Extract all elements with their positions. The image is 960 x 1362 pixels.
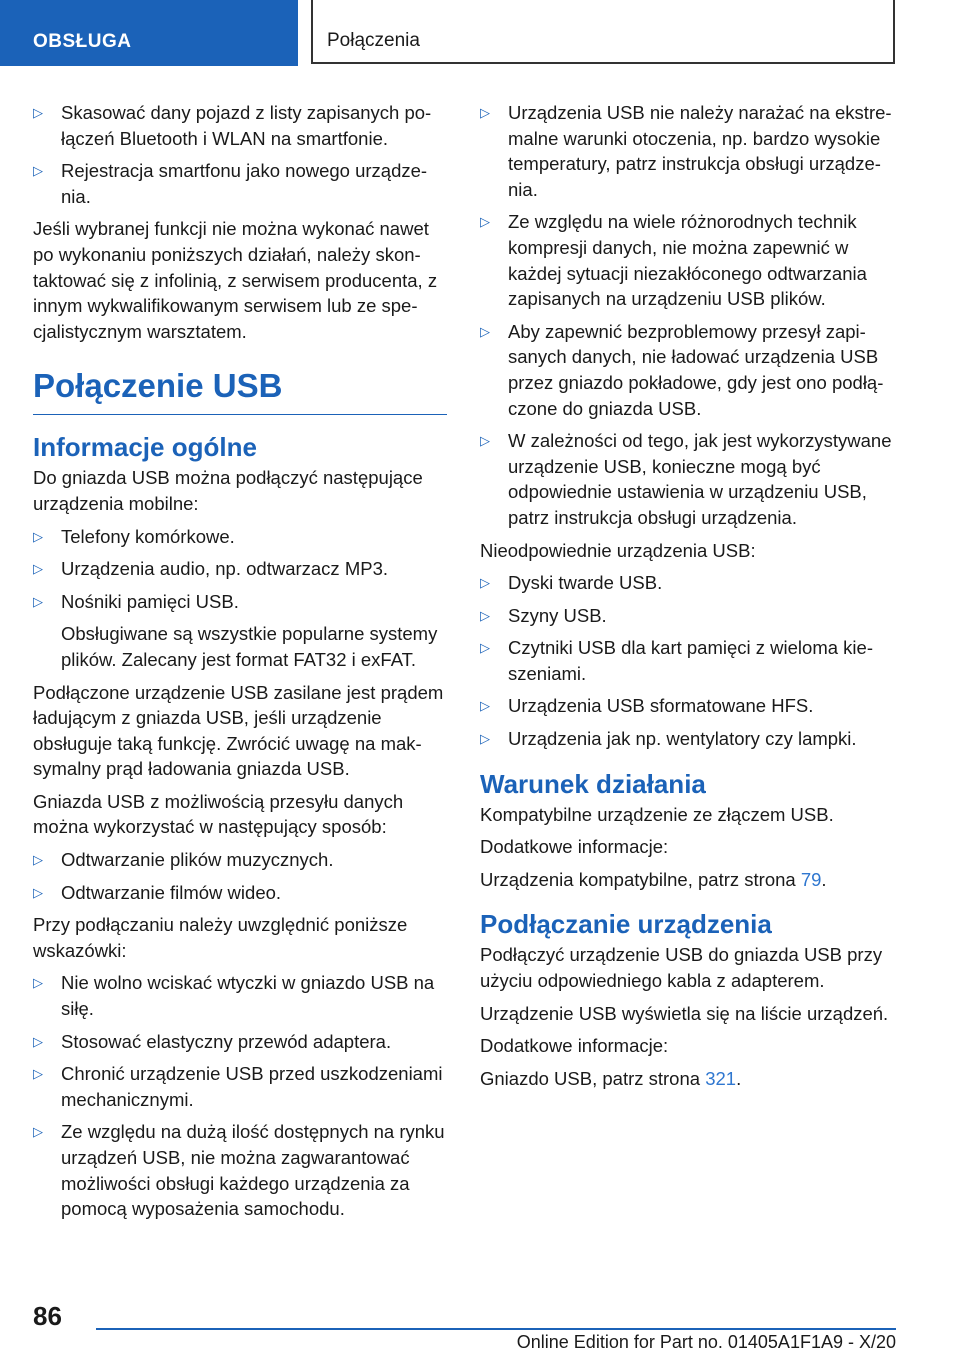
page-link-79[interactable]: 79 <box>800 868 822 890</box>
triangle-bullet-icon: ▷ <box>33 1124 43 1140</box>
list-item: ▷ Urządzenia USB sformatowane HFS. <box>480 693 896 719</box>
charging-paragraph: Podłączone urządzenie USB zasilane jest prądem ładującym z gniazda USB, jeśli urządzenie obsługuje taką funkcję. Zwrócić uwagę na maksymalny prąd ładowania gniazda USB. <box>33 681 444 780</box>
transfer-paragraph: Gniazda USB z możliwością przesyłu danych można wykorzystać w następujący sposób: <box>33 790 404 838</box>
list-item: ▷ Aby zapewnić bezproblemowy przesył zapisanych danych, nie ładować urządzenia USB przez gniazdo pokładowe, gdy jest ono podłączone do gniazda USB. <box>480 320 884 419</box>
notes-list <box>33 970 447 1221</box>
triangle-bullet-icon: ▷ <box>480 105 490 120</box>
triangle-bullet-icon: ▷ <box>480 607 490 623</box>
list-item: ▷ Urządzenia jak np. wentylatory czy lampki. <box>480 726 896 752</box>
condition-more-info: Dodatkowe informacje: <box>480 836 669 858</box>
notes-paragraph: Przy podłączaniu należy uwzględnić poniższe wskazówki: <box>33 914 408 961</box>
connect-paragraph: Podłączyć urządzenie USB do gniazda USB przy użyciu odpowiedniego kabla z adapterem. <box>480 944 883 992</box>
list-item: ▷ W zależności od tego, jak jest wykorzystywane urządzenie USB, konieczne mogą być odpowiednie ustawienia w urządzeniu USB, patrz instrukcja obsługi urządzenia. <box>480 430 892 528</box>
list-item: ▷ Szyny USB. <box>480 603 896 629</box>
list-item: ▷ Czytniki USB dla kart pamięci z wieloma kieszeniami. <box>480 637 873 684</box>
triangle-bullet-icon: ▷ <box>480 575 490 591</box>
devices-list <box>33 524 447 615</box>
list-item: ▷ Urządzenia USB nie należy narażać na ekstremalne warunki otoczenia, np. bardzo wysokie temperatury, patrz instrukcja obsługi urządzenia. <box>480 102 892 200</box>
triangle-bullet-icon: ▷ <box>33 163 43 179</box>
list-item: ▷ Chronić urządzenie USB przed uszkodzeniami mechanicznymi. <box>33 1063 443 1110</box>
triangle-bullet-icon: ▷ <box>33 593 43 609</box>
triangle-bullet-icon: ▷ <box>480 640 490 656</box>
left-column <box>33 100 447 1229</box>
triangle-bullet-icon: ▷ <box>33 1066 43 1082</box>
unsuitable-list <box>480 570 896 752</box>
header-section-title: OBSŁUGA <box>33 31 132 52</box>
triangle-bullet-icon: ▷ <box>480 731 490 747</box>
subheading-general-info: Informacje ogólne <box>33 432 257 463</box>
general-paragraph: Do gniazda USB można podłączyć następujące urządzenia mobilne: <box>33 467 423 514</box>
list-item: ▷ Dyski twarde USB. <box>480 570 896 596</box>
connect-paragraph-2: Urządzenie USB wyświetla się na liście urządzeń. <box>480 1002 889 1024</box>
triangle-bullet-icon: ▷ <box>33 884 43 900</box>
list-item: ▷ Telefony komórkowe. <box>33 524 447 550</box>
list-item: ▷ Ze względu na dużą ilość dostępnych na rynku urządzeń USB, nie można zagwarantować możliwości obsługi każdego urządzenia za pomocą wyposażenia samochodu. <box>33 1121 445 1220</box>
list-item: ▷ Ze względu na wiele różnorodnych technik kompresji danych, nie można zapewnić w każdej sytuacji niezakłóconego odtwarzania zapisanych na urządzeniu USB plików. <box>480 211 867 310</box>
list-item: ▷ Nie wolno wciskać wtyczki w gniazdo USB na siłę. <box>33 972 435 1020</box>
triangle-bullet-icon: ▷ <box>480 698 490 714</box>
triangle-bullet-icon: ▷ <box>33 561 43 577</box>
footer-divider <box>96 1328 896 1330</box>
section-heading-usb: Połączenie USB <box>33 366 447 415</box>
header-chapter-box <box>311 0 895 64</box>
triangle-bullet-icon: ▷ <box>33 1033 43 1049</box>
filesystem-note: Obsługiwane są wszystkie popularne systemy plików. Zalecany jest format FAT32 i exFAT. <box>61 623 438 670</box>
header-section-tab <box>0 0 298 66</box>
list-item: ▷ Nośniki pamięci USB. <box>33 589 447 615</box>
triangle-bullet-icon: ▷ <box>33 528 43 544</box>
list-item: ▷ Odtwarzanie filmów wideo. <box>33 880 447 906</box>
condition-paragraph: Kompatybilne urządzenie ze złączem USB. <box>480 803 834 825</box>
triangle-bullet-icon: ▷ <box>480 214 490 230</box>
triangle-bullet-icon: ▷ <box>33 975 43 991</box>
triangle-bullet-icon: ▷ <box>33 852 43 868</box>
page-number: 86 <box>33 1301 62 1331</box>
triangle-bullet-icon: ▷ <box>480 433 490 449</box>
notes-list-continued <box>480 100 896 531</box>
list-item: ▷ Stosować elastyczny przewód adaptera. <box>33 1029 447 1055</box>
triangle-bullet-icon: ▷ <box>480 323 490 339</box>
subheading-operating-condition: Warunek działania <box>480 768 706 799</box>
page-link-321[interactable]: 321 <box>705 1067 737 1089</box>
list-item: ▷ Skasować dany pojazd z listy zapisanych połączeń Bluetooth i WLAN na smartfonie. <box>33 102 432 149</box>
list-item: ▷ Rejestracja smartfonu jako nowego urządzenia. <box>33 160 428 207</box>
triangle-bullet-icon: ▷ <box>33 105 43 120</box>
connect-more-info: Dodatkowe informacje: <box>480 1035 669 1057</box>
condition-reference: Urządzenia kompatybilne, patrz strona 79. <box>480 868 827 890</box>
transfer-list <box>33 847 447 905</box>
intro-paragraph: Jeśli wybranej funkcji nie można wykonać nawet po wykonaniu poniższych działań, należy skontaktować się z infolinią, z serwisem producenta, z innym wykwalifikowanym serwisem lub ze specjalistycznym warsztatem. <box>33 218 438 342</box>
intro-list <box>33 100 447 209</box>
footer-edition: Online Edition for Part no. 01405A1F1A9 - X/20 <box>516 1332 896 1352</box>
right-column <box>480 100 896 1098</box>
connect-reference: Gniazdo USB, patrz strona 321. <box>480 1067 742 1089</box>
list-item: ▷ Urządzenia audio, np. odtwarzacz MP3. <box>33 556 447 582</box>
header-chapter-title: Połączenia <box>327 30 420 51</box>
list-item: ▷ Odtwarzanie plików muzycznych. <box>33 847 447 873</box>
unsuitable-paragraph: Nieodpowiednie urządzenia USB: <box>480 539 756 561</box>
subheading-connecting-device: Podłączanie urządzenia <box>480 909 772 940</box>
